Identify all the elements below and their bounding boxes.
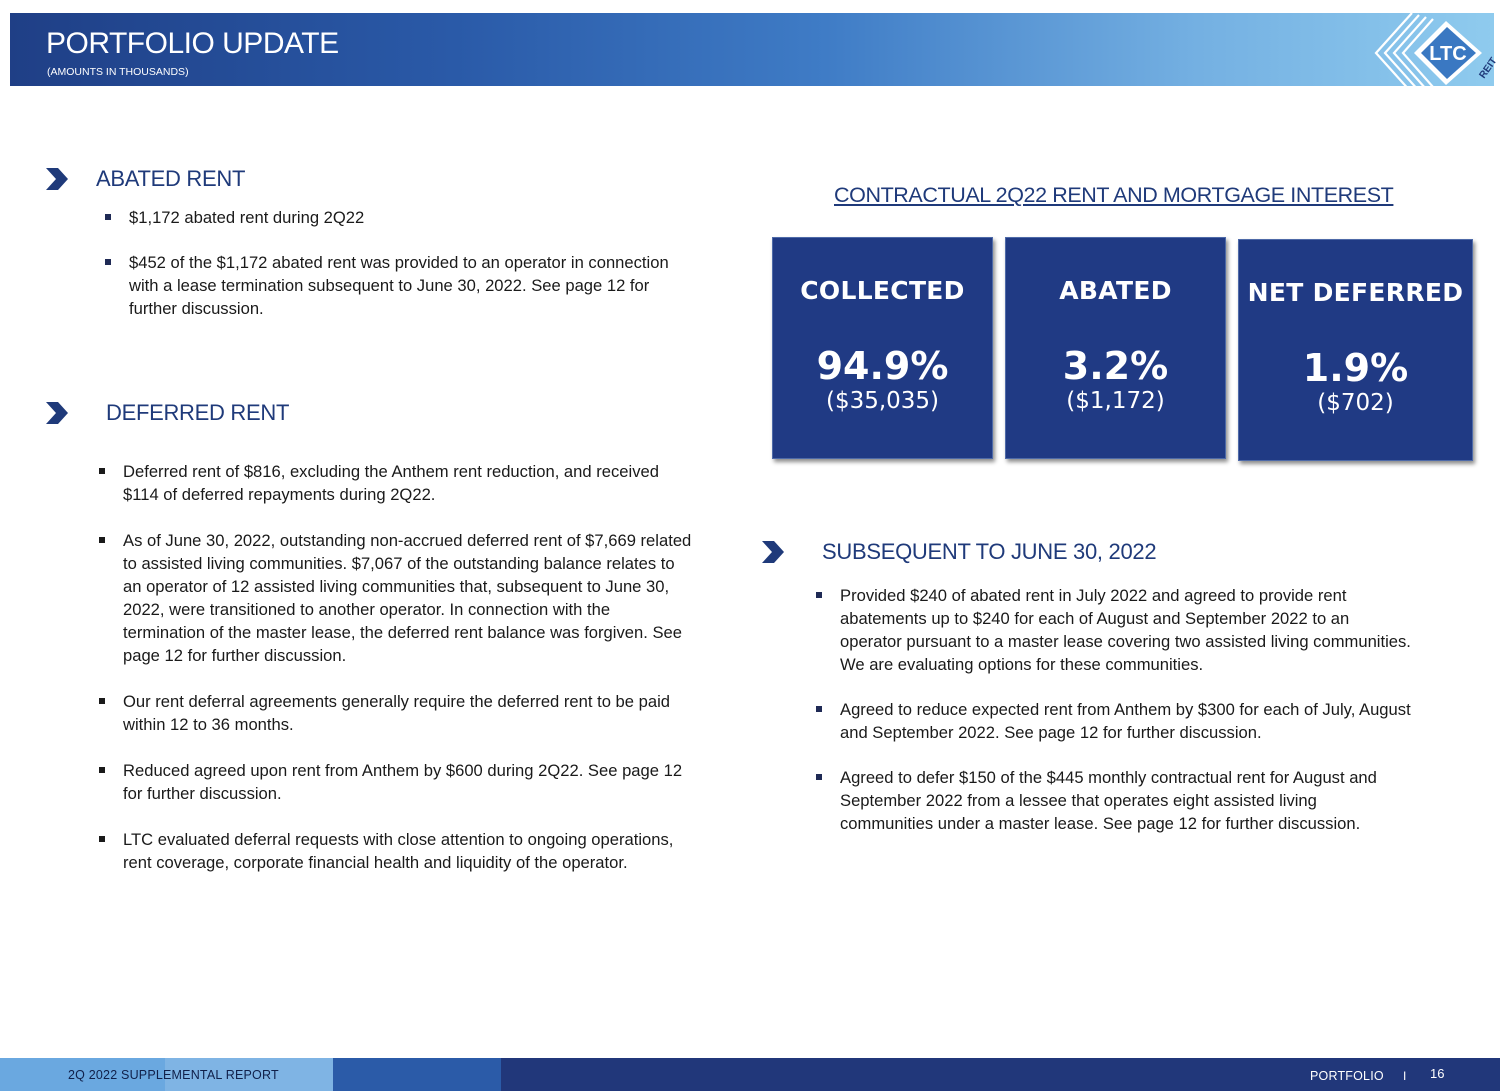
page-title: PORTFOLIO UPDATE xyxy=(46,27,339,60)
header-banner xyxy=(10,13,1500,86)
list-item: $452 of the $1,172 abated rent was provided to an operator in connection with a lease termination subsequent to June 30, 2022. See page 12 for further discussion. xyxy=(102,251,682,320)
chevron-right-icon xyxy=(44,400,70,426)
stat-amount: ($35,035) xyxy=(825,388,940,414)
subsequent-title: SUBSEQUENT TO JUNE 30, 2022 xyxy=(822,539,1157,564)
page-subtitle: (AMOUNTS IN THOUSANDS) xyxy=(47,66,189,78)
chevron-right-icon xyxy=(760,539,786,565)
stat-percent: 94.9% xyxy=(816,344,949,388)
stat-label: NET DEFERRED xyxy=(1247,278,1464,307)
ltc-reit-logo xyxy=(1372,13,1500,101)
deferred-rent-list xyxy=(96,460,696,874)
list-item: As of June 30, 2022, outstanding non-accrued deferred rent of $7,669 related to assisted living communities. $7,067 of the outstanding balance relates to an operator of 12 assisted living communities that, subsequent to June 30, 2022, were transitioned to another operator. In connection with the termination of the master lease, the deferred rent balance was forgiven. See page 12 for further discussion. xyxy=(96,529,696,667)
subsequent-heading xyxy=(760,539,1156,565)
net-deferred-stat-card xyxy=(1238,239,1473,461)
collected-stat-card xyxy=(772,237,993,459)
svg-text:LTC: LTC xyxy=(1429,43,1467,65)
footer-separator: I xyxy=(1403,1069,1407,1083)
footer-segment xyxy=(333,1058,501,1091)
section-name: PORTFOLIO xyxy=(1310,1069,1384,1083)
stat-percent: 3.2% xyxy=(1062,344,1169,388)
stat-percent: 1.9% xyxy=(1302,346,1409,390)
abated-stat-card xyxy=(1005,237,1226,459)
svg-text:REIT: REIT xyxy=(1477,55,1500,81)
list-item: Deferred rent of $816, excluding the Anthem rent reduction, and received $114 of deferred repayments during 2Q22. xyxy=(96,460,696,506)
abated-rent-list xyxy=(102,206,682,320)
report-name: 2Q 2022 SUPPLEMENTAL REPORT xyxy=(68,1068,279,1082)
abated-rent-heading xyxy=(44,166,245,192)
deferred-rent-title: DEFERRED RENT xyxy=(106,400,290,425)
stat-amount: ($1,172) xyxy=(1066,388,1165,414)
page-number: 16 xyxy=(1430,1066,1445,1081)
list-item: $1,172 abated rent during 2Q22 xyxy=(102,206,682,229)
list-item: Provided $240 of abated rent in July 2022 and agreed to provide rent abatements up to $240 for each of August and September 2022 to an operator pursuant to a master lease covering two assisted living communities. We are evaluating options for these communities. xyxy=(813,584,1413,676)
subsequent-list xyxy=(813,584,1413,835)
contractual-rent-title: CONTRACTUAL 2Q22 RENT AND MORTGAGE INTEREST xyxy=(834,183,1394,207)
stat-label: ABATED xyxy=(1059,276,1172,305)
stat-amount: ($702) xyxy=(1317,390,1394,416)
list-item: Agreed to defer $150 of the $445 monthly contractual rent for August and September 2022 from a lessee that operates eight assisted living communities under a master lease. See page 12 for further discussion. xyxy=(813,766,1413,835)
abated-rent-title: ABATED RENT xyxy=(96,166,246,191)
chevron-right-icon xyxy=(44,166,70,192)
list-item: Agreed to reduce expected rent from Anthem by $300 for each of July, August and September 2022. See page 12 for further discussion. xyxy=(813,698,1413,744)
deferred-rent-heading xyxy=(44,400,289,426)
list-item: Reduced agreed upon rent from Anthem by $600 during 2Q22. See page 12 for further discussion. xyxy=(96,759,696,805)
list-item: Our rent deferral agreements generally require the deferred rent to be paid within 12 to 36 months. xyxy=(96,690,696,736)
footer-bar xyxy=(0,1058,1500,1091)
list-item: LTC evaluated deferral requests with close attention to ongoing operations, rent coverage, corporate financial health and liquidity of the operator. xyxy=(96,828,696,874)
stat-label: COLLECTED xyxy=(800,276,965,305)
